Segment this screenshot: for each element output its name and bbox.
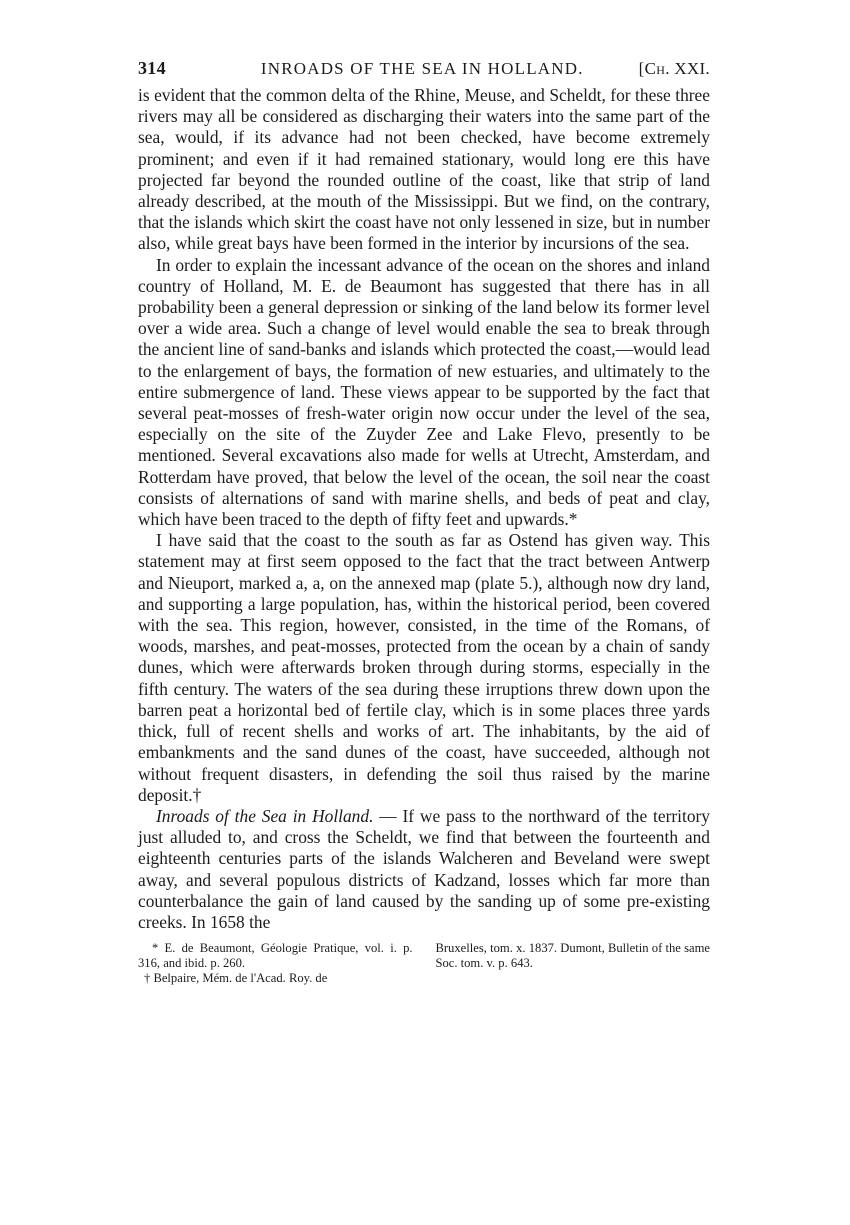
footnote-dagger-continued: Bruxelles, tom. x. 1837. Dumont, Bulletin of the same Soc. tom. v. p. 643.: [435, 941, 710, 971]
footnote-dagger: † Belpaire, Mém. de l'Acad. Roy. de: [144, 971, 328, 986]
paragraph-continued: is evident that the common delta of the Rhine, Meuse, and Scheldt, for these three rivers may all be considered as discharging their waters into the same part of the sea, would, if its advance had not been checked, have become extremely prominent; and even if it had remained stationary, would long ere this have projected far beyond the rounded outline of the coast, like that strip of land already described, at the mouth of the Mississippi. But we find, on the contrary, that the islands which skirt the coast have not only lessened in size, but in number also, while great bays have been formed in the interior by incursions of the sea.: [138, 85, 710, 254]
paragraph-ostend: I have said that the coast to the south as far as Ostend has given way. This statement may at first seem opposed to the fact that the tract between Antwerp and Nieuport, marked a, a, on the annexed map (plate 5.), although now dry land, and supporting a large population, has, within the historical period, been covered with the sea. This region, however, consisted, in the time of the Romans, of woods, marshes, and peat-mosses, protected from the ocean by a chain of sandy dunes, which were afterwards broken through during storms, especially in the fifth century. The waters of the sea during these irruptions threw down upon the barren peat a horizontal bed of fertile clay, which is in some places three yards thick, full of recent shells and works of art. The inhabitants, by the aid of embankments and the sand dunes of the coast, have succeeded, although not without frequent disasters, in defending the soil thus raised by the marine deposit.†: [138, 530, 710, 805]
paragraph-beaumont: In order to explain the incessant advance of the ocean on the shores and inland country of Holland, M. E. de Beaumont has suggested that there has in all probability been a general depression or sinking of the land below its former level over a wide area. Such a change of level would enable the sea to break through the ancient line of sand-banks and islands which protected the coast,—would lead to the enlargement of bays, the formation of new estuaries, and ultimately to the entire submergence of land. These views appear to be supported by the fact that several peat-mosses of fresh-water origin now occur under the level of the sea, especially on the site of the Zuyder Zee and Lake Flevo, presently to be mentioned. Several excavations also made for wells at Utrecht, Amsterdam, and Rotterdam have proved, that below the level of the ocean, the soil near the coast consists of alternations of sand with marine shells, and beds of peat and clay, which have been traced to the depth of fifty feet and upwards.*: [138, 254, 710, 530]
footnote-star: * E. de Beaumont, Géologie Pratique, vol. i. p. 316, and ibid. p. 260.: [138, 941, 413, 971]
book-page: [138, 58, 710, 986]
running-header: [138, 58, 710, 79]
paragraph-inroads: [138, 806, 710, 933]
runin-heading: Inroads of the Sea in Holland.: [156, 805, 374, 826]
page-number: 314: [138, 58, 166, 78]
footnotes: [138, 941, 710, 986]
body-text: [138, 85, 710, 933]
chapter-label: [Ch. XXI.: [638, 59, 710, 78]
running-title: INROADS OF THE SEA IN HOLLAND.: [260, 59, 584, 78]
footnotes-left-column: [138, 941, 413, 986]
paragraph-inroads-text: — If we pass to the northward of the territory just alluded to, and cross the Scheldt, we find that between the fourteenth and eighteenth centuries parts of the islands Walcheren and Beveland were swept away, and several populous districts of Kadzand, losses which far more than counterbalance the gain of land caused by the sanding up of some pre-existing creeks. In 1658 the: [138, 805, 710, 932]
footnotes-right-column: [435, 941, 710, 986]
